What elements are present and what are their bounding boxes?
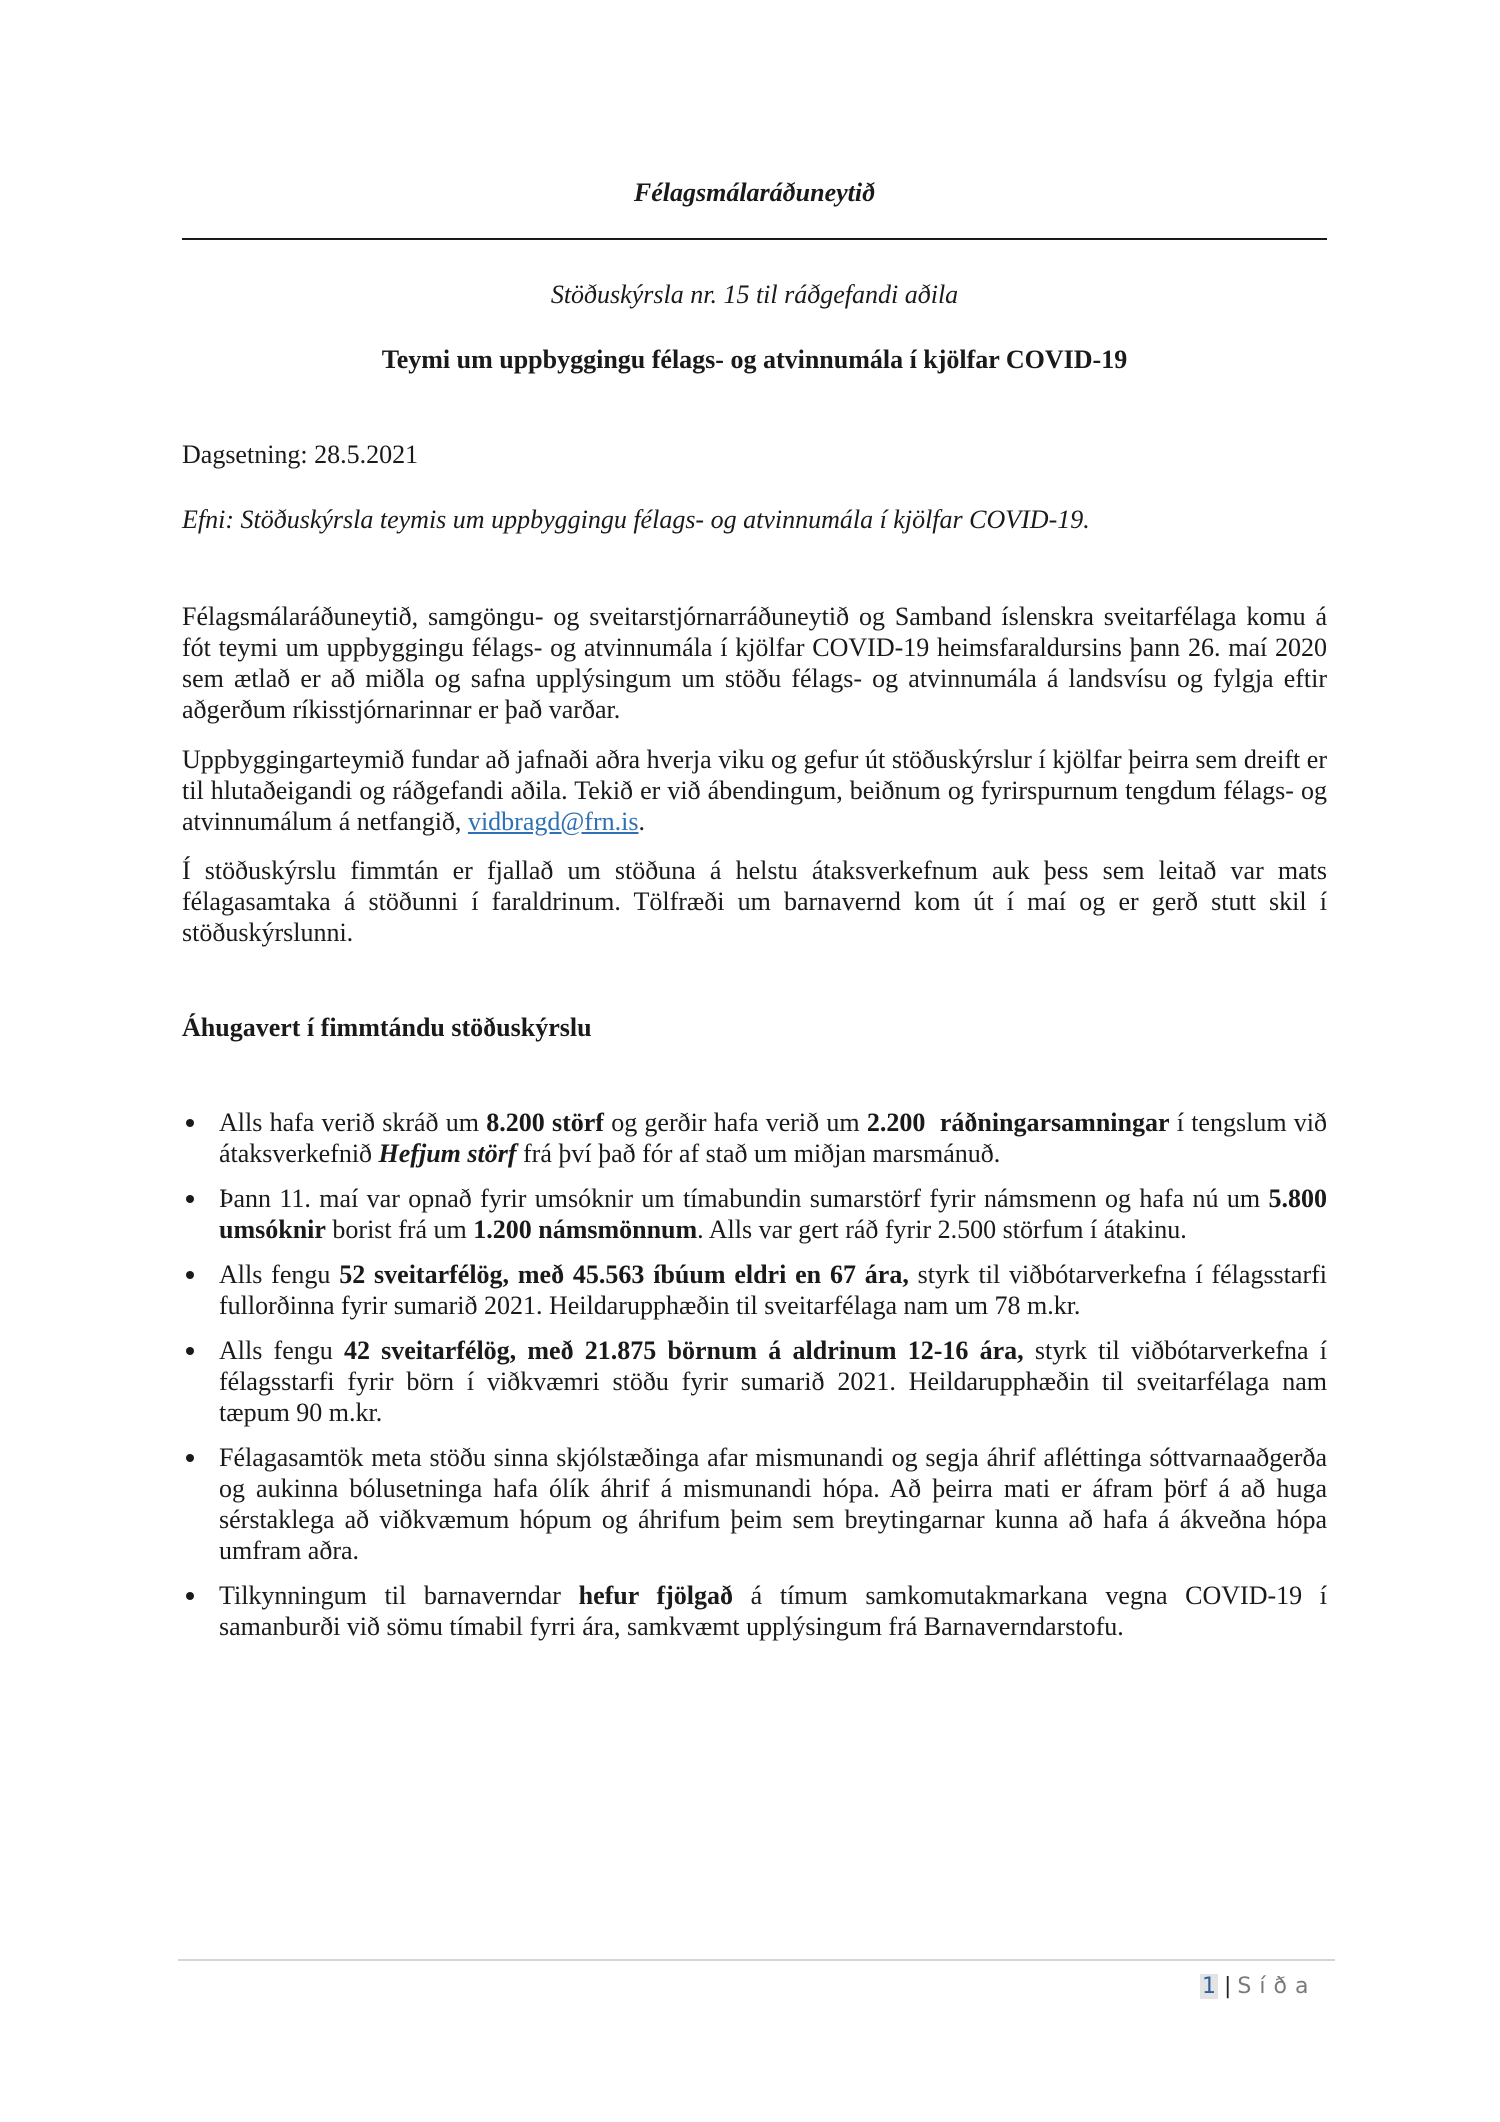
highlights-list	[182, 1107, 1327, 1656]
bold-text: 2.200 ráðningarsamningar	[866, 1108, 1170, 1137]
contact-period: .	[638, 807, 645, 836]
email-link[interactable]: vidbragd@frn.is	[467, 807, 639, 836]
report-date: Dagsetning: 28.5.2021	[182, 440, 419, 469]
list-item	[182, 1442, 1327, 1566]
list-item	[182, 1183, 1327, 1245]
program-name: Hefjum störf	[378, 1139, 517, 1168]
paragraph-summary: Í stöðuskýrslu fimmtán er fjallað um stöðuna á helstu átaksverkefnum auk þess sem leitað var mats félagasamtaka á stöðunni í faraldrinum. Tölfræði um barnavernd kom út í maí og er gerð stutt skil í stöðuskýrslunni.	[182, 856, 1327, 947]
list-item	[182, 1259, 1327, 1321]
bold-text: 1.200 námsmönnum	[473, 1215, 698, 1244]
footer-separator: |	[1224, 1974, 1232, 1999]
paragraph-intro: Félagsmálaráðuneytið, samgöngu- og sveitarstjórnarráðuneytið og Samband íslenskra sveitarfélaga komu á fót teymi um uppbyggingu félags- og atvinnumála í kjölfar COVID-19 heimsfaraldursins þann 26. maí 2020 sem ætlað er að miðla og safna upplýsingum um stöðu félags- og atvinnumála á landsvísu og fylgja eftir aðgerðum ríkisstjórnarinnar er það varðar.	[182, 602, 1327, 724]
section-heading: Áhugavert í fimmtándu stöðuskýrslu	[182, 1013, 592, 1042]
bold-text: hefur fjölgað	[578, 1581, 734, 1610]
list-item	[182, 1335, 1327, 1428]
text: og gerðir hafa verið um	[603, 1108, 867, 1137]
text: . Alls var gert ráð fyrir 2.500 störfum í átakinu.	[697, 1215, 1187, 1244]
text: Alls fengu	[219, 1260, 340, 1289]
text: Þann 11. maí var opnað fyrir umsóknir um tímabundin sumarstörf fyrir námsmenn og hafa nú um	[219, 1184, 1269, 1213]
text: á tímum samkomutakmarkana vegna COVID-19 í samanburði við sömu tímabil fyrri ára, samkvæmt upplýsingum frá Barnaverndarstofu.	[219, 1581, 1328, 1641]
bold-text: 42 sveitarfélög, með 21.875 börnum á aldrinum 12-16 ára,	[343, 1336, 1024, 1365]
report-title: Teymi um uppbyggingu félags- og atvinnumála í kjölfar COVID-19	[381, 345, 1128, 374]
list-item	[182, 1580, 1327, 1642]
text: borist frá um	[325, 1215, 474, 1244]
text: Alls hafa verið skráð um	[219, 1108, 487, 1137]
footer-rule	[178, 1959, 1335, 1961]
text: Félagasamtök meta stöðu sinna skjólstæðinga afar mismunandi og segja áhrif afléttinga sóttvarnaaðgerða og aukinna bólusetninga hafa ólík áhrif á mismunandi hópa. Að þeirra mati er áfram þörf á að huga sérstaklega að viðkvæmum hópum og áhrifum þeim sem breytingarnar kunna að hafa á ákveðna hópa umfram aðra.	[219, 1443, 1327, 1565]
page-number: 1	[1202, 1974, 1216, 1999]
text: styrk til viðbótarverkefna í félagsstarfi fullorðinna fyrir sumarið 2021. Heildarupphæðin til sveitarfélaga nam um 78 m.kr.	[219, 1260, 1327, 1320]
text: Alls fengu	[219, 1336, 344, 1365]
contact-text: Uppbyggingarteymið fundar að jafnaði aðra hverja viku og gefur út stöðuskýrslur í kjölfar þeirra sem dreift er til hlutaðeigandi og ráðgefandi aðila. Tekið er við ábendingum, beiðnum og fyrirspurnum tengdum félags- og atvinnumálum á netfangið,	[182, 745, 1327, 836]
paragraph-contact	[182, 744, 1327, 837]
bold-text: 52 sveitarfélög, með 45.563 íbúum eldri en 67 ára,	[339, 1260, 909, 1289]
text: Tilkynningum til barnaverndar	[219, 1581, 579, 1610]
page-footer	[1200, 1974, 1316, 1999]
text: frá því það fór af stað um miðjan marsmánuð.	[516, 1139, 1001, 1168]
ministry-name: Félagsmálaráðuneytið	[633, 178, 876, 207]
text: í tengslum við átaksverkefnið	[219, 1108, 1328, 1168]
text: styrk til viðbótarverkefna í félagsstarfi fyrir börn í viðkvæmri stöðu fyrir sumarið 2021. Heildarupphæðin til sveitarfélaga nam tæpum 90 m.kr.	[219, 1336, 1327, 1427]
page-label: Síða	[1237, 1974, 1317, 1999]
bold-text: 5.800 umsóknir	[219, 1184, 1327, 1244]
header-rule	[182, 238, 1327, 240]
list-item	[182, 1107, 1327, 1169]
report-subtitle: Stöðuskýrsla nr. 15 til ráðgefandi aðila	[550, 280, 959, 309]
bold-text: 8.200 störf	[486, 1108, 604, 1137]
report-subject: Efni: Stöðuskýrsla teymis um uppbyggingu félags- og atvinnumála í kjölfar COVID-19.	[182, 505, 1090, 534]
